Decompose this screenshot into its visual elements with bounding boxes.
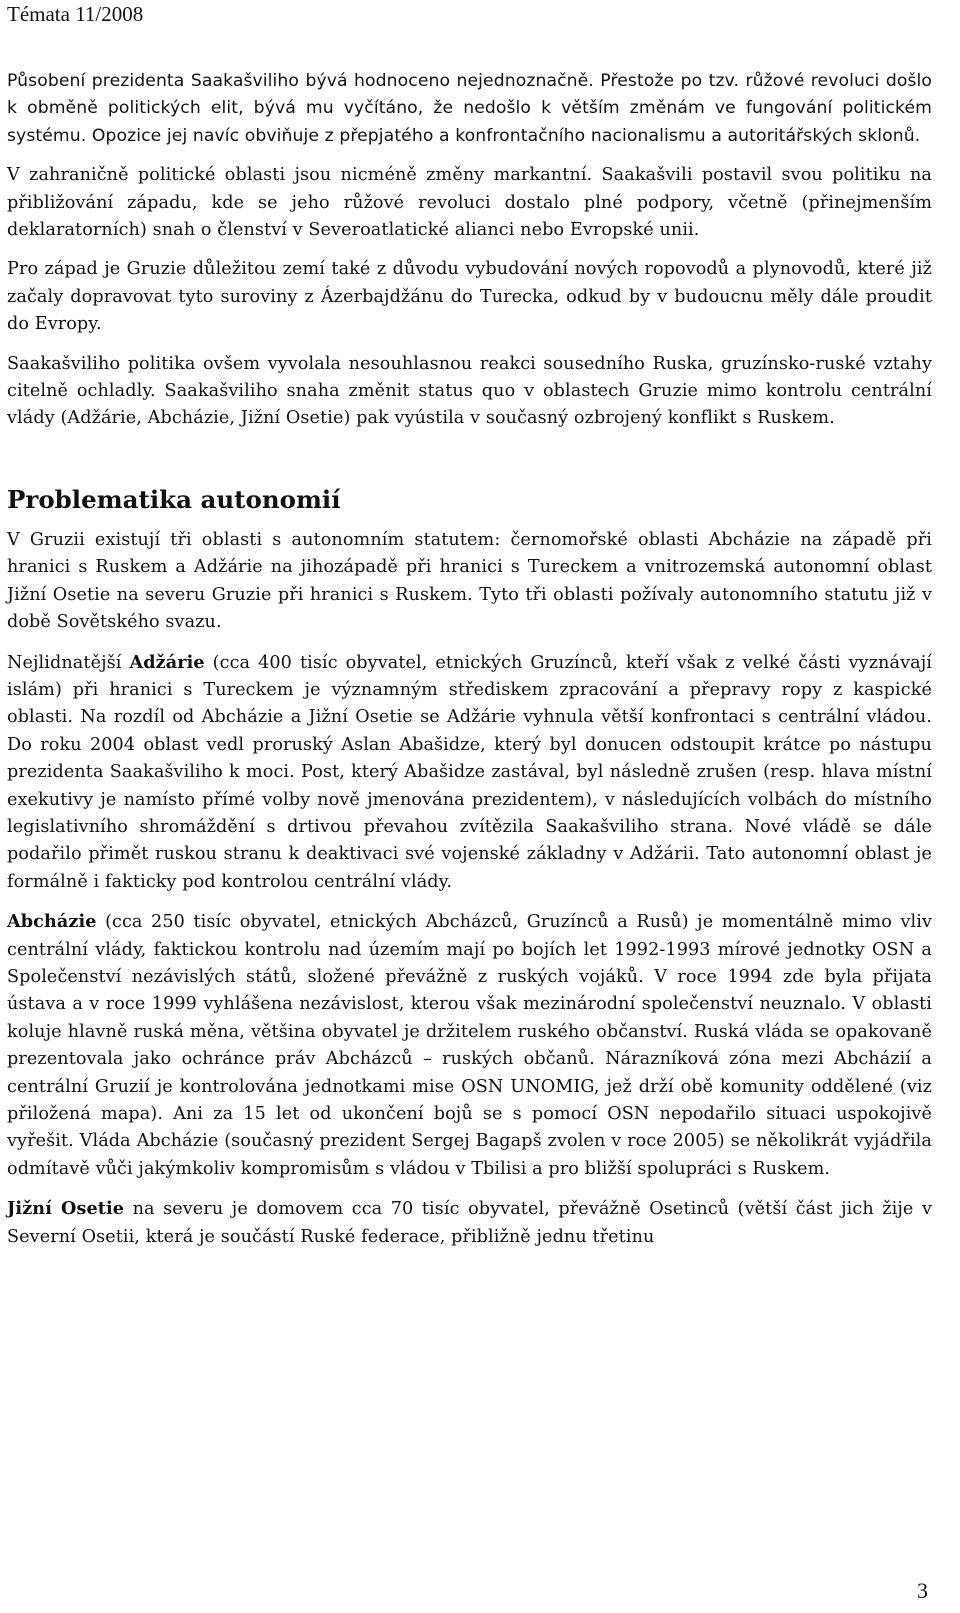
adzarie-body-text: (cca 400 tisíc obyvatel, etnických Gruzínců, kteří však z velké části vyznávají islám) při hranici s Tureckem je významným střediskem zpracování a přepravy ropy z kaspické oblasti. Na rozdíl od Abcházie a Jižní Osetie se Adžárie vyhnula větší konfrontaci s centrální vládou. Do roku 2004 oblast vedl proruský Aslan Abašidze, který byl donucen odstoupit krátce po nástupu prezidenta Saakašviliho k moci. Post, který Abašidze zastával, byl následně zrušen (resp. hlava místní exekutivy je namísto přímé volby nově jmenována prezidentem), v následujících volbách do místního legislativního shromáždění s drtivou převahou zvítězila Saakašviliho strana. Nové vládě se dále podařilo přimět ruskou stranu k deaktivaci své vojenské základny v Adžárii. Tato autonomní oblast je formálně i fakticky pod kontrolou centrální vlády. — [7, 652, 932, 892]
paragraph-jizni-osetie — [7, 1195, 932, 1251]
abchazie-body-text: (cca 250 tisíc obyvatel, etnických Abcházců, Gruzínců a Rusů) je momentálně mimo vliv centrální vlády, faktickou kontrolu nad územím mají po bojích let 1992-1993 mírové jednotky OSN a Společenství nezávislých států, složené převážně z ruských vojáků. V roce 1994 zde byla přijata ústava a v roce 1999 vyhlášena nezávislost, kterou však mezinárodní společenství neuznalo. V oblasti koluje hlavně ruská měna, většina obyvatel je držitelem ruského občanství. Ruská vláda se opakovaně prezentovala jako ochránce práv Abcházců – ruských občanů. Nárazníková zóna mezi Abcházií a centrální Gruzií je kontrolována jednotkami mise OSN UNOMIG, jež drží obě komunity oddělené (viz přiložená mapa). Ani za 15 let od ukončení bojů se s pomocí OSN nepodařilo situaci uspokojivě vyřešit. Vláda Abcházie (současný prezident Sergej Bagapš zvolen v roce 2005) se několikrát vyjádřila odmítavě vůči jakýmkoliv kompromisům s vládou v Tbilisi a pro bližší spolupráci s Ruskem. — [7, 912, 932, 1179]
section-heading: Problematika autonomií — [7, 484, 341, 514]
paragraph-adzarie — [7, 649, 932, 897]
adzarie-lead-text: Nejlidnatější — [7, 652, 130, 673]
page-number: 3 — [917, 1578, 928, 1603]
paragraph-foreign-policy: V zahraničně politické oblasti jsou nicméně změny markantní. Saakašvili postavil svou politiku na přibližování západu, kde se jeho růžové revoluci dostalo plné podpory, včetně (přinejmenším deklaratorních) snah o členství v Severoatlatické alianci nebo Evropské unii. — [7, 165, 932, 241]
paragraph-autonomies-overview: V Gruzii existují tři oblasti s autonomním statutem: černomořské oblasti Abcházie na západě při hranici s Ruskem a Adžárie na jihozápadě při hranici s Tureckem a vnitrozemská autonomní oblast Jižní Osetie na severu Gruzie při hranici s Ruskem. Tyto tři oblasti požívaly autonomního statutu již v době Sovětského svazu. — [7, 529, 932, 633]
document-body — [7, 68, 932, 1251]
abchazie-term: Abcházie — [7, 911, 97, 933]
osetie-term: Jižní Osetie — [7, 1198, 125, 1220]
running-header: Témata 11/2008 — [7, 2, 144, 26]
paragraph-saakasvili-assessment: Působení prezidenta Saakašviliho bývá hodnoceno nejednoznačně. Přestože po tzv. růžové revoluci došlo k obměně politických elit, bývá mu vyčítáno, že nedošlo k větším změnám ve fungování politickém systému. Opozice jej navíc obviňuje z přepjatého a konfrontačního nacionalismu a autoritářských sklonů. — [7, 71, 932, 146]
osetie-body-text: na severu je domovem cca 70 tisíc obyvatel, převážně Osetinců (větší část jich žije v Severní Osetii, která je součástí Ruské federace, přibližně jednu třetinu — [7, 1199, 932, 1247]
paragraph-abchazie — [7, 908, 932, 1183]
paragraph-pipelines: Pro západ je Gruzie důležitou zemí také z důvodu vybudování nových ropovodů a plynovodů, které již začaly dopravovat tyto suroviny z Ázerbajdžánu do Turecka, odkud by v budoucnu měly dále proudit do Evropy. — [7, 259, 932, 335]
adzarie-term: Adžárie — [129, 651, 205, 673]
paragraph-russia-relations: Saakašviliho politika ovšem vyvolala nesouhlasnou reakci sousedního Ruska, gruzínsko-ruské vztahy citelně ochladly. Saakašviliho snaha změnit status quo v oblastech Gruzie mimo kontrolu centrální vlády (Adžárie, Abcházie, Jižní Osetie) pak vyústila v současný ozbrojený konflikt s Ruskem. — [7, 353, 932, 429]
